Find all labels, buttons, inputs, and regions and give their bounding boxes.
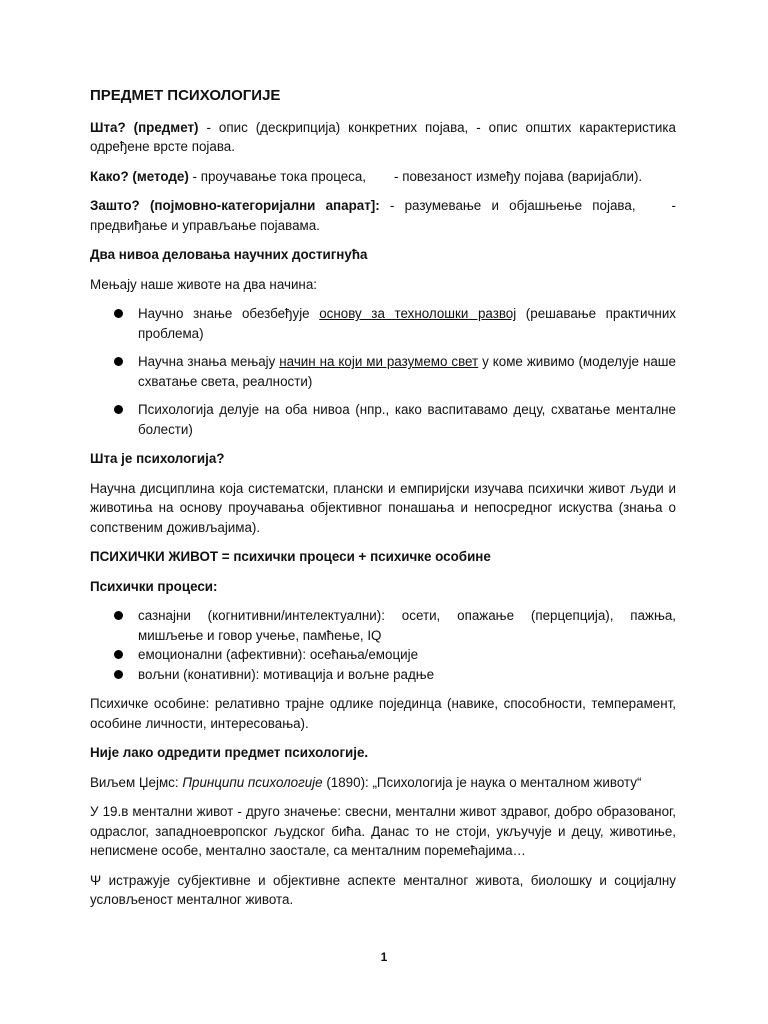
question-what [90, 118, 676, 157]
list-item: емоционални (афективни): осећања/емоције [90, 645, 676, 665]
list-item: Научна знања мењају начин на који ми разумемо свет у коме живимо (моделује наше схватање света, реалности) [90, 352, 676, 391]
section-heading-levels: Два нивоа деловања научних достигнућа [90, 247, 368, 262]
question-how-label: Како? (методе) [90, 168, 189, 184]
james-quote: Виљем Џејмс: Принципи психологије (1890): „Психологија је наука о менталном животу“ [90, 774, 642, 790]
section-heading-difficulty: Није лако одредити предмет психологије. [90, 745, 369, 760]
list-item: Научно знање обезбеђује основу за технолошки развој (решавање практичних проблема) [90, 304, 676, 343]
bullet-icon [114, 309, 123, 318]
list-item: Психологија делује на оба нивоа (нпр., како васпитавамо децу, схватање менталне болести) [90, 400, 676, 439]
question-what-text: - опис (дескрипција) конкретних појава, - опис општих карактеристика одређене врсте појава. [90, 119, 676, 154]
section-heading-processes: Психички процеси: [90, 578, 218, 594]
question-how-text-a: - проучавање тока процеса, [188, 168, 367, 184]
section-heading-what-is: Шта је психологија? [90, 451, 225, 466]
bullet-icon [114, 357, 123, 366]
levels-list [90, 304, 676, 439]
traits-paragraph: Психичке особине: релативно трајне одлике појединца (навике, способности, темперамент, особине личности, интересовања). [90, 696, 676, 731]
question-how [90, 167, 676, 187]
processes-list [90, 606, 676, 684]
list-item: вољни (конативни): мотивација и вољне радње [90, 665, 676, 685]
book-title: Принципи психологије [182, 774, 323, 790]
bullet-icon [114, 650, 123, 659]
question-why [90, 196, 676, 235]
question-why-text-b: - предвиђање и управљање појавама. [90, 198, 677, 233]
question-why-label: Зашто? (појмовно-категоријални апарат]: [90, 198, 380, 213]
page-title: ПРЕДМЕТ ПСИХОЛОГИЈЕ [90, 87, 281, 104]
document-body [90, 86, 676, 920]
definition-paragraph: Научна дисциплина која систематски, плански и емпиријски изучава психички живот људи и животиња на основу проучавања објективног понашања и непосредног искуства (знања о сопственим доживљајима). [90, 480, 676, 535]
bullet-icon [114, 670, 123, 679]
levels-intro: Мењају наше животе на два начина: [90, 276, 317, 292]
question-why-text-a: - разумевање и објашњење појава, [379, 198, 636, 213]
bullet-icon [114, 611, 123, 620]
question-how-text-b: - повезаност између појава (варијабли). [394, 168, 643, 184]
bullet-icon [114, 405, 123, 414]
list-item: сазнајни (когнитивни/интелектуални): осети, опажање (перцепција), пажња, мишљење и говор учење, памћење, IQ [90, 606, 676, 645]
formula-line: ПСИХИЧКИ ЖИВОТ = психички процеси + психичке особине [90, 549, 491, 564]
page-number: 1 [380, 950, 388, 964]
psi-paragraph: Ψ истражује субјективне и објективне аспекте менталног живота, биолошку и социјалну условљеност менталног живота. [90, 872, 676, 907]
question-what-label: Шта? (предмет) [90, 119, 199, 135]
nineteenth-century-paragraph: У 19.в ментални живот - друго значење: свесни, ментални живот здравог, добро образованог, одраслог, западноевропског људског бића. Данас то не стоји, укључује и децу, животиње, неписмене особе, ментално заостале, са менталним поремећајима… [90, 804, 676, 858]
